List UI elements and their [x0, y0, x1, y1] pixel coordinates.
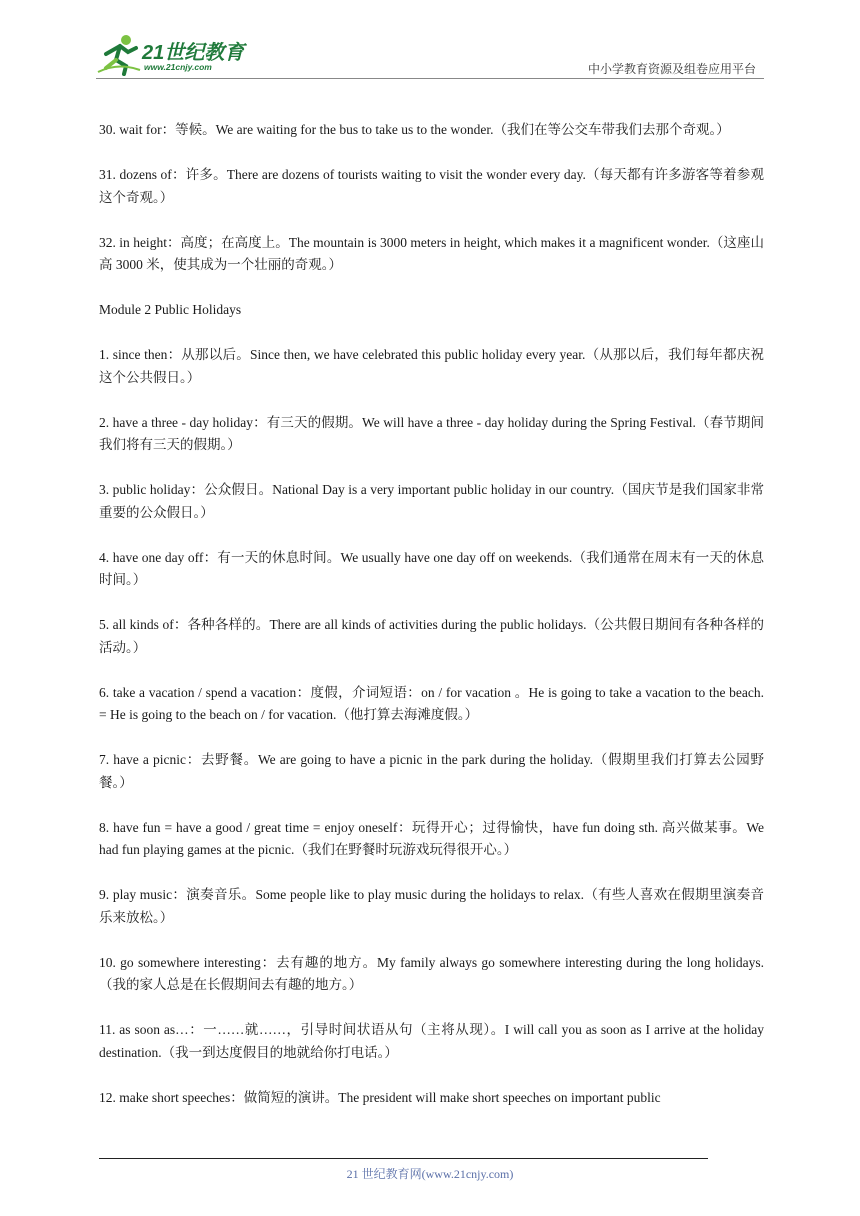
paragraph: 7. have a picnic：去野餐。We are going to have a picnic in the park during the holiday.（假期里我们打算去公园野餐。） — [99, 752, 764, 790]
paragraph: 11. as soon as…：一……就……，引导时间状语从句（主将从现）。I will call you as soon as I arrive at the holiday destination.（我一到达度假目的地就给你打电话。） — [99, 1022, 764, 1060]
paragraph: 1. since then：从那以后。Since then, we have celebrated this public holiday every year.（从那以后，我们每年都庆祝这个公共假日。） — [99, 347, 764, 385]
header-platform-name: 中小学教育资源及组卷应用平台 — [587, 62, 756, 76]
page-header — [96, 30, 764, 80]
page-footer[interactable]: 21 世纪教育网(www.21cnjy.com) — [346, 1167, 514, 1181]
section-heading: Module 2 Public Holidays — [99, 302, 242, 317]
paragraph: 5. all kinds of：各种各样的。There are all kinds of activities during the public holidays.（公共假日期间有各种各样的活动。） — [99, 617, 764, 655]
paragraph: 8. have fun = have a good / great time = enjoy oneself：玩得开心；过得愉快，have fun doing sth. 高兴做某事。We had fun playing games at the picnic.（我们在野餐时玩游戏玩得很开心。） — [99, 819, 764, 857]
paragraph: 2. have a three - day holiday：有三天的假期。We will have a three - day holiday during the Spring Festival.（春节期间我们将有三天的假期。） — [99, 414, 764, 452]
header-divider — [96, 78, 764, 79]
paragraph: 32. in height：高度；在高度上。The mountain is 3000 meters in height, which makes it a magnificent wonder.（这座山高 3000 米，使其成为一个壮丽的奇观。） — [99, 234, 764, 272]
runner-icon — [96, 32, 142, 78]
paragraph: 3. public holiday：公众假日。National Day is a very important public holiday in our country.（国庆节是我们国家非常重要的公众假日。） — [99, 482, 764, 520]
paragraph: 6. take a vacation / spend a vacation：度假，介词短语：on / for vacation 。He is going to take a vacation to the beach. = He is going to the beach on / for vacation.（他打算去海滩度假。） — [99, 684, 764, 722]
paragraph: 31. dozens of：许多。There are dozens of tourists waiting to visit the wonder every day.（每天都有许多游客等着参观这个奇观。） — [99, 167, 764, 205]
logo — [96, 32, 266, 78]
paragraph: 9. play music：演奏音乐。Some people like to play music during the holidays to relax.（有些人喜欢在假期里演奏音乐来放松。） — [99, 887, 764, 925]
footer-divider — [99, 1158, 708, 1159]
logo-url: www.21cnjy.com — [144, 62, 212, 72]
paragraph: 10. go somewhere interesting：去有趣的地方。My family always go somewhere interesting during the long holidays.（我的家人总是在长假期间去有趣的地方。） — [99, 954, 764, 992]
paragraph: 12. make short speeches：做简短的演讲。The president will make short speeches on important public — [99, 1089, 661, 1105]
paragraph: 30. wait for：等候。We are waiting for the bus to take us to the wonder.（我们在等公交车带我们去那个奇观。） — [99, 122, 730, 137]
logo-text: 21世纪教育 — [142, 42, 245, 64]
paragraph: 4. have one day off：有一天的休息时间。We usually have one day off on weekends.（我们通常在周末有一天的休息时间。） — [99, 549, 764, 587]
document-body — [99, 119, 764, 1132]
